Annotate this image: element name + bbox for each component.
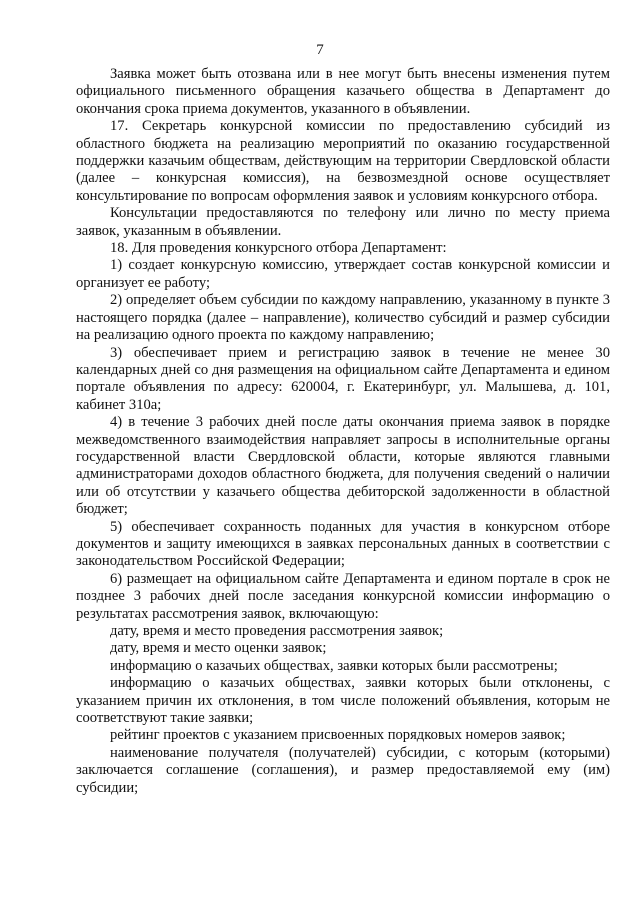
paragraph: 1) создает конкурсную комиссию, утверждает состав конкурсной комиссии и организует ее работу;	[76, 257, 610, 291]
paragraph: Заявка может быть отозвана или в нее могут быть внесены изменения путем официального письменного обращения казачьего общества в Департамент до окончания срока приема документов, указанного в объявлении.	[76, 66, 610, 117]
paragraph: 18. Для проведения конкурсного отбора Департамент:	[110, 240, 447, 257]
paragraph: информацию о казачьих обществах, заявки которых были рассмотрены;	[110, 657, 558, 674]
paragraph: рейтинг проектов с указанием присвоенных порядковых номеров заявок;	[110, 727, 566, 744]
paragraph: Консультации предоставляются по телефону или лично по месту приема заявок, указанным в объявлении.	[76, 205, 610, 239]
paragraph: 17. Секретарь конкурсной комиссии по предоставлению субсидий из областного бюджета на реализацию мероприятий по оказанию государственной поддержки казачьим обществам, действующим на территории Свердловской области (далее – конкурсная комиссия), на безвозмездной основе осуществляет консультирование по вопросам оформления заявок и условиям конкурсного отбора.	[76, 118, 610, 204]
paragraph: дату, время и место оценки заявок;	[110, 640, 327, 657]
paragraph: 2) определяет объем субсидии по каждому направлению, указанному в пункте 3 настоящего порядка (далее – направление), количество субсидий и размер субсидии на реализацию одного проекта по каждому направлению;	[76, 292, 610, 344]
document-body	[76, 66, 610, 797]
paragraph: 6) размещает на официальном сайте Департамента и едином портале в срок не позднее 3 рабочих дней после заседания конкурсной комиссии информацию о результатах рассмотрения заявок, включающую:	[76, 570, 610, 622]
page-number: 7	[316, 42, 324, 58]
paragraph: 5) обеспечивает сохранность поданных для участия в конкурсном отборе документов и защиту имеющихся в заявках персональных данных в соответствии с законодательством Российской Федерации;	[76, 518, 610, 570]
paragraph: 4) в течение 3 рабочих дней после даты окончания приема заявок в порядке межведомственного взаимодействия направляет запросы в исполнительные органы государственной власти Свердловской области, которые являются главными администраторами доходов областного бюджета, для получения сведений о наличии или об отсутствии у казачьего общества дебиторской задолженности в областной бюджет;	[76, 414, 610, 518]
paragraph: дату, время и место проведения рассмотрения заявок;	[110, 623, 444, 639]
paragraph: наименование получателя (получателей) субсидии, с которым (которыми) заключается соглашение (соглашения), и размер предоставляемой ему (им) субсидии;	[76, 744, 610, 796]
paragraph: информацию о казачьих обществах, заявки которых были отклонены, с указанием причин их отклонения, в том числе положений объявления, которым не соответствуют такие заявки;	[76, 675, 610, 727]
paragraph: 3) обеспечивает прием и регистрацию заявок в течение не менее 30 календарных дней со дня размещения на официальном сайте Департамента и едином портале объявления по адресу: 620004, г. Екатеринбург, ул. Малышева, д. 101, кабинет 310а;	[76, 344, 610, 413]
